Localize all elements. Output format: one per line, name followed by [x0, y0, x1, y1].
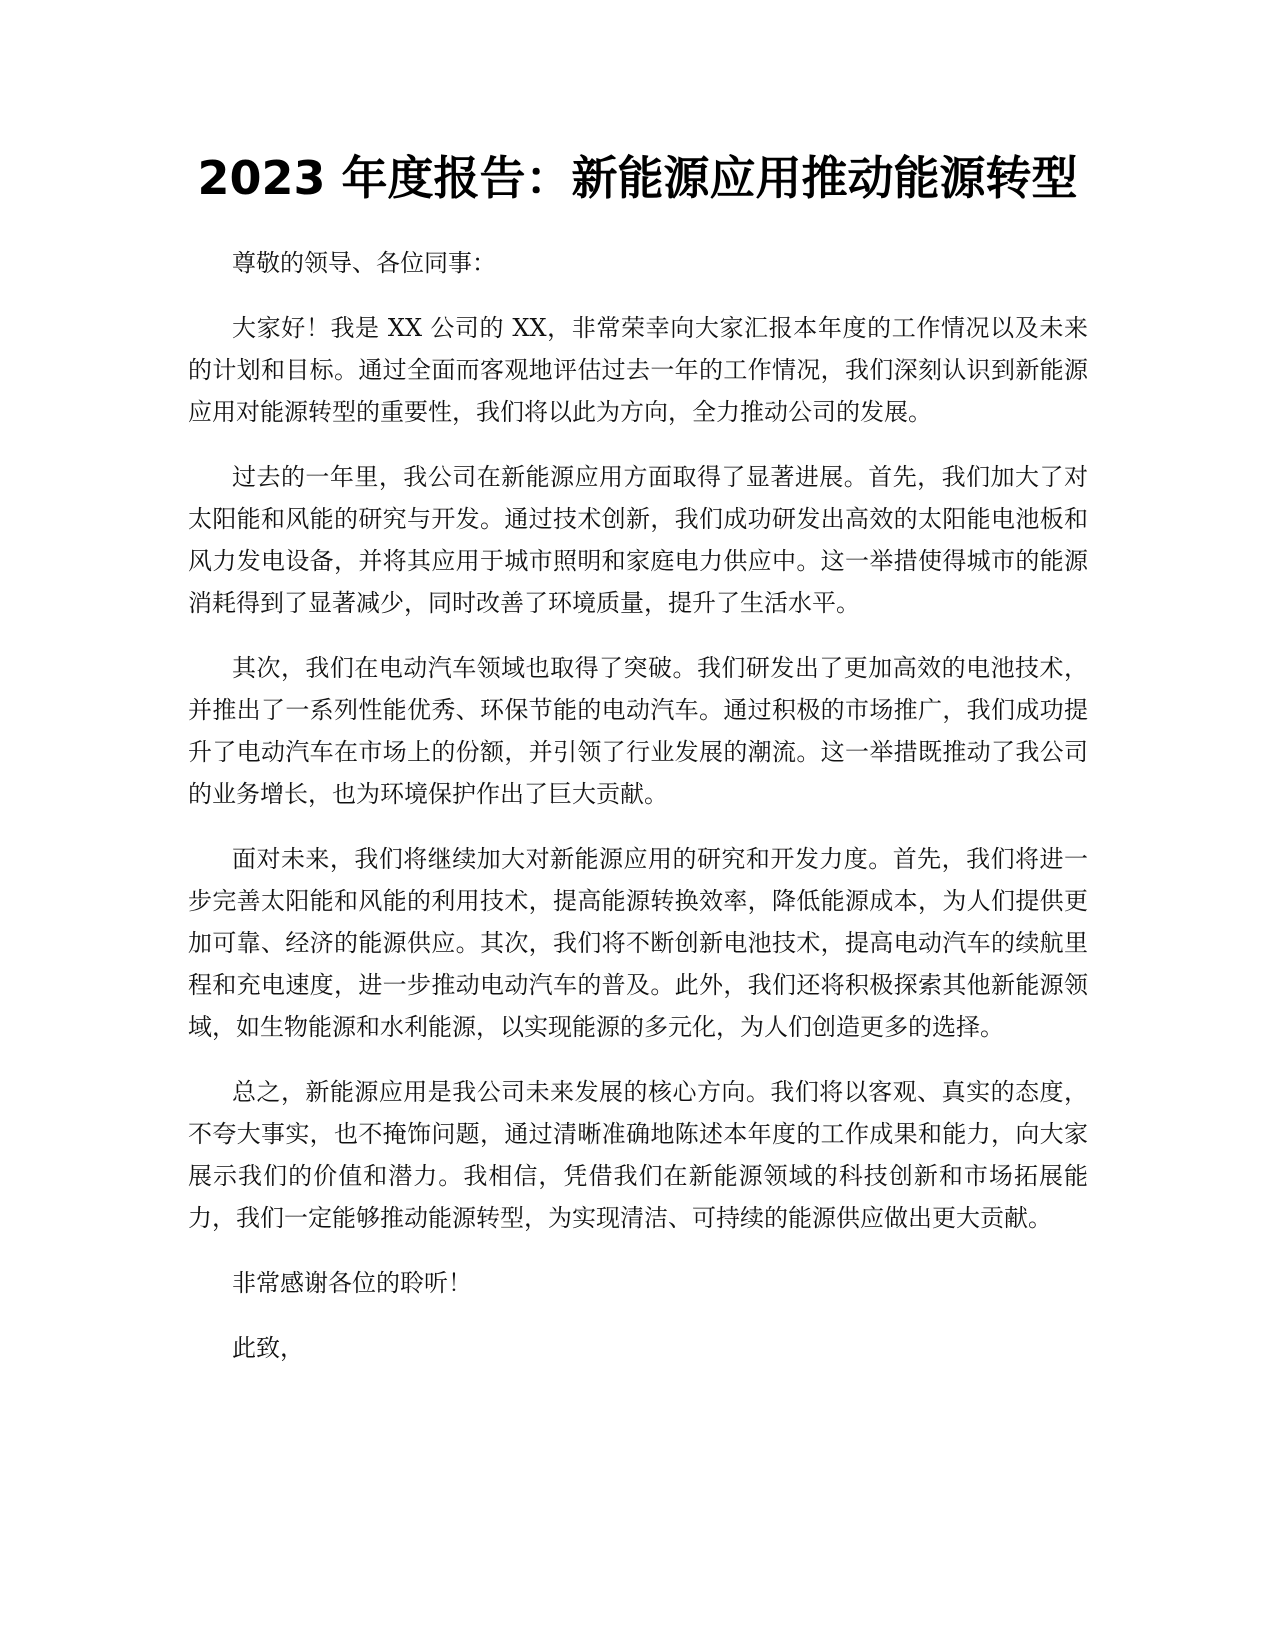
paragraph-past-year: 过去的一年里，我公司在新能源应用方面取得了显著进展。首先，我们加大了对太阳能和风能的研究与开发。通过技术创新，我们成功研发出高效的太阳能电池板和风力发电设备，并将其应用于城市照明和家庭电力供应中。这一举措使得城市的能源消耗得到了显著减少，同时改善了环境质量，提升了生活水平。	[188, 463, 1088, 617]
page-title: 2023 年度报告：新能源应用推动能源转型	[197, 151, 1078, 205]
salutation: 尊敬的领导、各位同事：	[232, 249, 496, 277]
document-body	[188, 242, 1088, 1392]
paragraph-intro: 大家好！我是 XX 公司的 XX，非常荣幸向大家汇报本年度的工作情况以及未来的计划和目标。通过全面而客观地评估过去一年的工作情况，我们深刻认识到新能源应用对能源转型的重要性，我们将以此为方向，全力推动公司的发展。	[188, 314, 1088, 426]
closing: 此致，	[232, 1334, 304, 1362]
paragraph-future: 面对未来，我们将继续加大对新能源应用的研究和开发力度。首先，我们将进一步完善太阳能和风能的利用技术，提高能源转换效率，降低能源成本，为人们提供更加可靠、经济的能源供应。其次，我们将不断创新电池技术，提高电动汽车的续航里程和充电速度，进一步推动电动汽车的普及。此外，我们还将积极探索其他新能源领域，如生物能源和水利能源，以实现能源的多元化，为人们创造更多的选择。	[188, 845, 1088, 1041]
paragraph-thanks: 非常感谢各位的聆听！	[232, 1269, 472, 1297]
paragraph-electric-vehicles: 其次，我们在电动汽车领域也取得了突破。我们研发出了更加高效的电池技术，并推出了一系列性能优秀、环保节能的电动汽车。通过积极的市场推广，我们成功提升了电动汽车在市场上的份额，并引领了行业发展的潮流。这一举措既推动了我公司的业务增长，也为环境保护作出了巨大贡献。	[188, 654, 1088, 808]
paragraph-conclusion: 总之，新能源应用是我公司未来发展的核心方向。我们将以客观、真实的态度，不夸大事实，也不掩饰问题，通过清晰准确地陈述本年度的工作成果和能力，向大家展示我们的价值和潜力。我相信，凭借我们在新能源领域的科技创新和市场拓展能力，我们一定能够推动能源转型，为实现清洁、可持续的能源供应做出更大贡献。	[188, 1078, 1088, 1232]
